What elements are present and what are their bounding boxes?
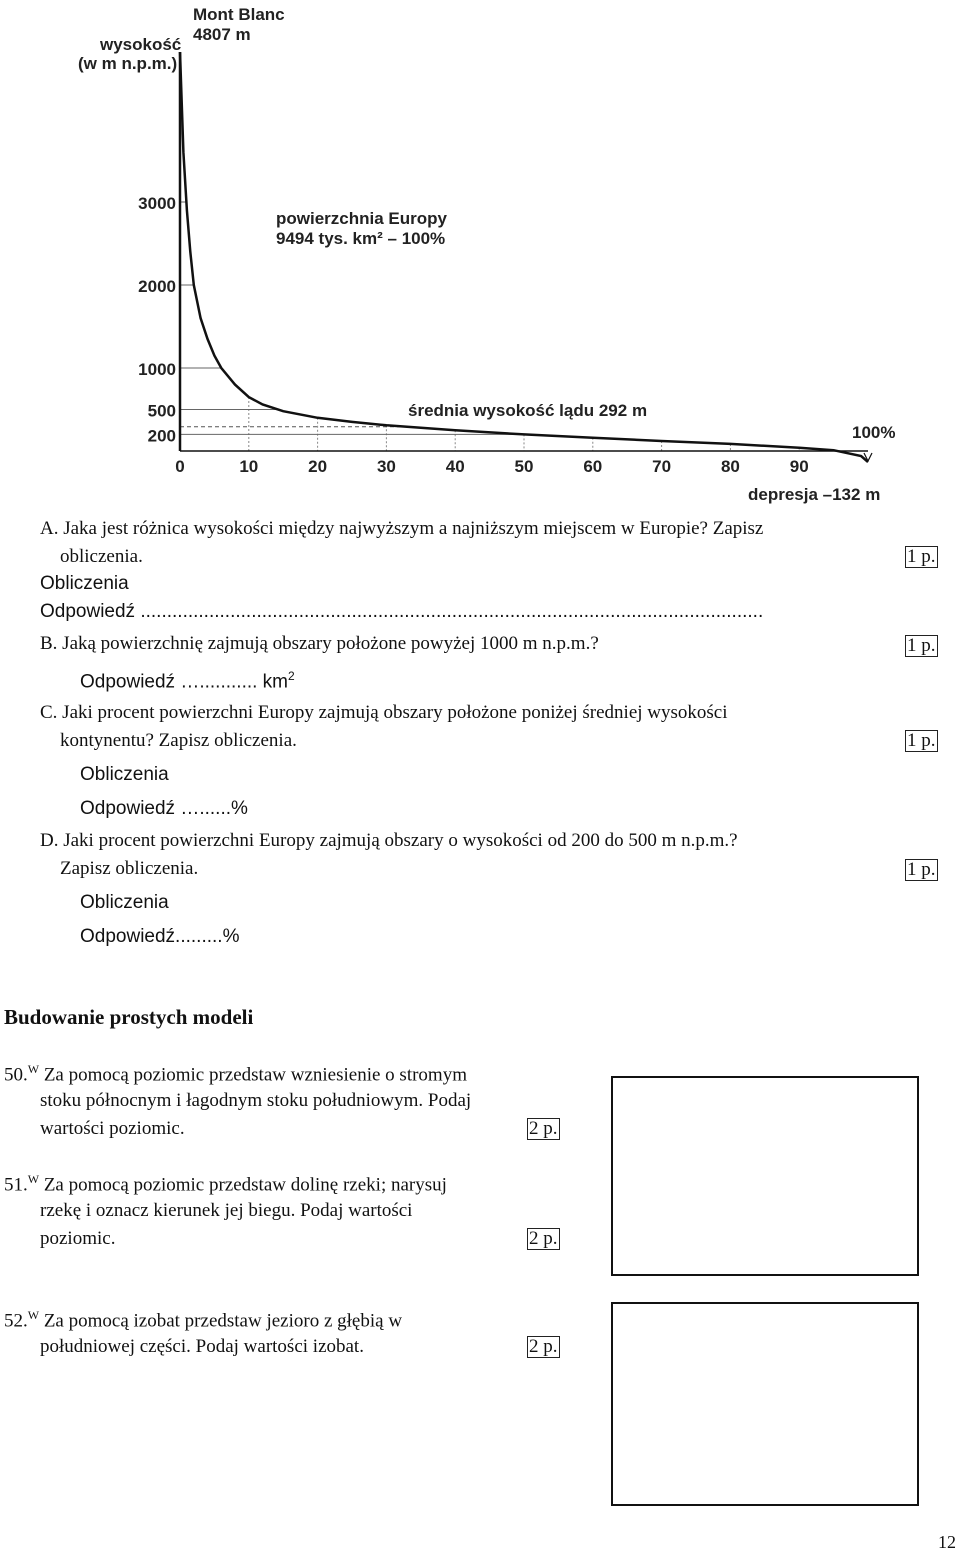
task-52-line2: południowej części. Podaj wartości izobat. [40, 1336, 364, 1357]
y-tick-label: 200 [147, 426, 176, 446]
task-50-line2: stoku północnym i łagodnym stoku południowym. Podaj [40, 1090, 472, 1111]
question-c-calculations: Obliczenia [80, 764, 169, 785]
x-tick-label: 10 [239, 457, 259, 476]
question-d-answer: Odpowiedź.........% [80, 926, 240, 947]
y-tick-label: 500 [147, 401, 176, 421]
task-51-line2: rzekę i oznacz kierunek jej biegu. Podaj wartości [40, 1200, 413, 1221]
question-b-line: B. Jaką powierzchnię zajmują obszary położone powyżej 1000 m n.p.m.? [40, 633, 599, 654]
question-a-line1: A. Jaka jest różnica wysokości między najwyższym a najniższym miejscem w Europie? Zapisz [40, 518, 764, 539]
task-50-sup: W [27, 1062, 40, 1076]
question-d-points: 1 p. [907, 859, 936, 880]
hypsographic-curve-chart [0, 0, 960, 510]
task-50-number: 50. [4, 1064, 28, 1086]
x-tick-label: 30 [376, 457, 396, 476]
question-a-line2: obliczenia. [60, 546, 143, 567]
question-a-points: 1 p. [907, 546, 936, 567]
task-51-points: 2 p. [529, 1228, 558, 1249]
task-51-sup: W [27, 1172, 40, 1186]
task-50-line1 [4, 1062, 467, 1086]
chart-area-label-line2: 9494 tys. km² – 100% [276, 229, 446, 248]
y-tick-label: 1000 [138, 360, 176, 379]
x-tick-label: 80 [720, 457, 740, 476]
chart-mean-label: średnia wysokość lądu 292 m [408, 401, 648, 420]
question-c-answer: Odpowiedź …......% [80, 798, 248, 819]
question-b-answer [80, 669, 295, 693]
y-tick-label: 3000 [138, 194, 176, 213]
question-d-line2: Zapisz obliczenia. [60, 858, 199, 879]
task-51-text1: Za pomocą poziomic przedstaw dolinę rzeki; narysuj [39, 1174, 447, 1196]
task-52-line1 [4, 1308, 402, 1332]
task-52-points: 2 p. [529, 1336, 558, 1357]
task-50-text1: Za pomocą poziomic przedstaw wzniesienie o stromym [39, 1064, 467, 1086]
task-52-text1: Za pomocą izobat przedstaw jezioro z głębią w [39, 1310, 403, 1332]
task-51-line3: poziomic. [40, 1228, 116, 1249]
x-tick-label: 50 [514, 457, 534, 476]
drawing-box-50-51[interactable] [611, 1076, 919, 1276]
section-title: Budowanie prostych modeli [4, 1005, 254, 1029]
y-tick-label: 2000 [138, 277, 176, 296]
chart-depression-label: depresja –132 m [748, 485, 881, 504]
task-52-sup: W [27, 1308, 40, 1322]
chart-ticks [138, 194, 808, 476]
task-51-line1 [4, 1172, 447, 1196]
x-tick-label: 0 [175, 457, 185, 476]
chart-ylabel-line2: (w m n.p.m.) [78, 54, 178, 73]
task-52-number: 52. [4, 1310, 28, 1332]
drawing-box-52[interactable] [611, 1302, 919, 1506]
question-d-line1: D. Jaki procent powierzchni Europy zajmują obszary o wysokości od 200 do 500 m n.p.m.? [40, 830, 738, 851]
question-c-line2: kontynentu? Zapisz obliczenia. [60, 730, 297, 751]
question-c-points: 1 p. [907, 730, 936, 751]
chart-ylabel-line1: wysokość [100, 35, 182, 54]
x-tick-label: 70 [652, 457, 672, 476]
x-tick-label: 20 [308, 457, 328, 476]
question-a-answer: Odpowiedź ...................................................................................................................... [40, 601, 764, 622]
question-c-line1: C. Jaki procent powierzchni Europy zajmują obszary położone poniżej średniej wysokości [40, 702, 728, 723]
chart-labels [78, 5, 895, 504]
task-51-number: 51. [4, 1174, 28, 1196]
x-tick-label: 60 [583, 457, 603, 476]
task-50-points: 2 p. [529, 1118, 558, 1139]
question-a-calculations: Obliczenia [40, 573, 129, 594]
chart-area-label-line1: powierzchnia Europy [276, 209, 447, 228]
page-number: 12 [938, 1532, 956, 1552]
task-50-line3: wartości poziomic. [40, 1118, 185, 1139]
x-tick-label: 90 [789, 457, 809, 476]
question-b-points: 1 p. [907, 635, 936, 656]
chart-peak-label: 4807 m [193, 25, 251, 44]
chart-end-label: 100% [852, 423, 896, 442]
chart-title: Mont Blanc [193, 5, 285, 24]
question-d-calculations: Obliczenia [80, 892, 169, 913]
chart-axes [180, 52, 872, 461]
question-b-answer-sup: 2 [288, 669, 295, 683]
question-b-answer-text: Odpowiedź …........... km [80, 671, 289, 693]
x-tick-label: 40 [445, 457, 465, 476]
